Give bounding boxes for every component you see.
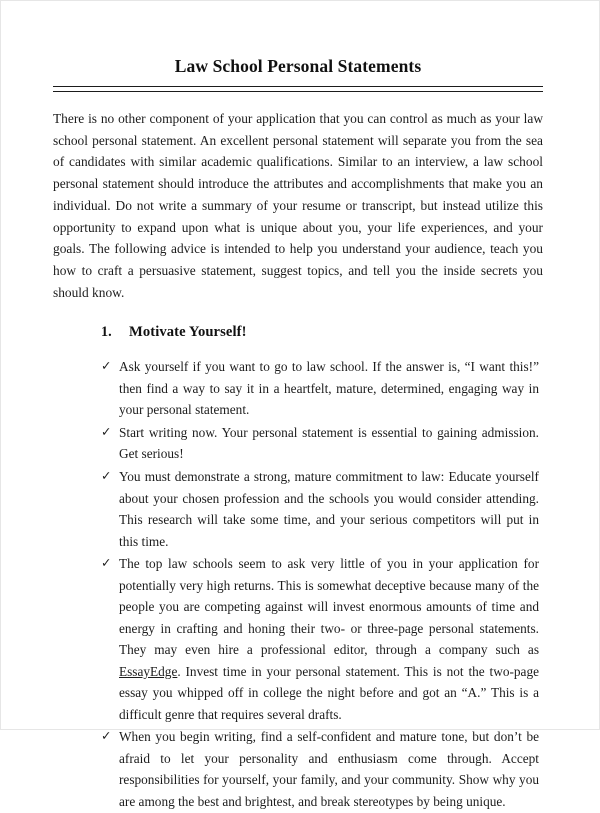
list-item — [53, 726, 543, 812]
section-number: 1. — [101, 324, 112, 341]
document-body — [53, 1, 543, 813]
list-item — [53, 422, 543, 465]
list-item-text: Ask yourself if you want to go to law school. If the answer is, “I want this!” then find a way to say it in a heartfelt, mature, determined, engaging way in your personal statement. — [119, 359, 539, 418]
checkmark-icon: ✓ — [101, 423, 112, 439]
checkmark-icon: ✓ — [101, 358, 112, 374]
section-heading — [53, 303, 543, 341]
checkmark-icon: ✓ — [101, 728, 112, 744]
list-item — [53, 356, 543, 421]
list-item — [53, 466, 543, 552]
section-title: Motivate Yourself! — [129, 324, 247, 341]
essayedge-link[interactable]: EssayEdge — [119, 663, 178, 679]
list-item-text: When you begin writing, find a self-confident and mature tone, but don’t be afraid to let your personality and enthusiasm come through. Accept responsibilities for yourself, your family, and your community. Show why you are among the best and brightest, and break stereotypes by being unique. — [119, 729, 539, 809]
checkmark-icon: ✓ — [101, 555, 112, 571]
list-item-text-before-link: The top law schools seem to ask very little of you in your application for potentially very high returns. This is somewhat deceptive because many of the people you are competing against will invest enormous amounts of time and energy in crafting and honing their two- or three-page personal statements. They may even hire a professional editor, through a company such as — [119, 556, 539, 658]
checkmark-icon: ✓ — [101, 467, 112, 483]
list-item — [53, 553, 543, 725]
list-item-text: You must demonstrate a strong, mature commitment to law: Educate yourself about your chosen profession and the schools you would consider attending. This research will take some time, and your serious competitors will put in this time. — [119, 468, 539, 549]
list-item-text: Start writing now. Your personal statement is essential to gaining admission. Get serious! — [119, 424, 539, 462]
advice-checklist — [53, 341, 543, 812]
list-item-text-after-link: . Invest time in your personal statement. This is not the two-page essay you whipped off in college the night before and got an “A.” This is a difficult genre that requires several drafts. — [119, 663, 539, 722]
intro-paragraph: There is no other component of your application that you can control as much as your law school personal statement. An excellent personal statement will separate you from the sea of candidates with similar academic qualifications. Similar to an interview, a law school personal statement should introduce the attributes and accomplishments that make you an individual. Do not write a summary of your resume or transcript, but instead utilize this opportunity to expand upon what is unique about you, your life experiences, and your goals. The following advice is intended to help you understand your audience, teach you how to craft a persuasive statement, suggest topics, and tell you the inside secrets you should know. — [53, 111, 543, 300]
page-title: Law School Personal Statements — [174, 56, 422, 76]
